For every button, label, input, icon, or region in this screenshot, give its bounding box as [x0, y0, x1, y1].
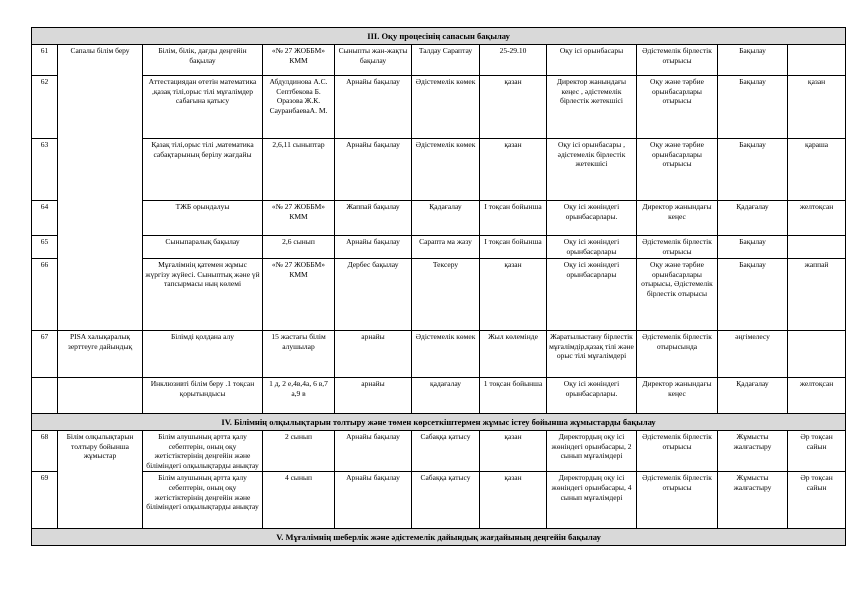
cell-term: I тоқсан бойынша [480, 236, 547, 259]
control-plan-table [31, 27, 846, 546]
cell-decision: Жұмысты жалғастыру [718, 431, 788, 472]
cell-method: қадағалау [412, 378, 480, 414]
table-row-68 [32, 431, 846, 472]
cell-note: желтоқсан [788, 201, 846, 236]
table-row-62 [32, 76, 846, 139]
section-header-v [32, 529, 846, 546]
cell-method: Әдістемелік көмек [412, 139, 480, 201]
cell-row-number: 68 [32, 431, 58, 472]
cell-term: қазан [480, 76, 547, 139]
cell-object: 1 д, 2 е,4в,4а, 6 в,7 а,9 в [263, 378, 335, 414]
cell-method: Талдау Сараптау [412, 45, 480, 76]
cell-review: Оқу және тәрбие орынбасарлары отырысы [637, 139, 718, 201]
cell-method: Сабаққа қатысу [412, 431, 480, 472]
cell-method: Тексеру [412, 259, 480, 331]
cell-method: Әдістемелік көмек [412, 76, 480, 139]
cell-term: 1 тоқсан бойынша [480, 378, 547, 414]
cell-controller: Оқу ісі жөніндегі орынбасарлары [547, 236, 637, 259]
cell-term: Жыл көлемінде [480, 331, 547, 378]
cell-review: Оқу және тәрбие орынбасарлары отырысы, Әдістемелік бірлестік отырысы [637, 259, 718, 331]
cell-form: Арнайы бақылау [335, 431, 412, 472]
cell-term: қазан [480, 259, 547, 331]
cell-decision: Бақылау [718, 45, 788, 76]
table-row-63 [32, 139, 846, 201]
cell-controller: Оқу ісі жөніндегі орынбасарлары. [547, 201, 637, 236]
cell-controller: Оқу ісі жөніндегі орынбасарлары [547, 259, 637, 331]
cell-form: Дербес бақылау [335, 259, 412, 331]
cell-content: ТЖБ орындалуы [143, 201, 263, 236]
section-header-iv [32, 414, 846, 431]
cell-theme: PISA халықаралық зерттеуге дайындық [58, 331, 143, 378]
cell-row-number [32, 378, 58, 414]
cell-form: арнайы [335, 331, 412, 378]
cell-theme: Білім олқылықтарын толтыру бойынша жұмыстар [58, 431, 143, 529]
cell-review: Әдістемелік бірлестік отырысы [637, 431, 718, 472]
cell-content: Аттестациядан өтетін математика ,қазақ тілі,орыс тілі мұғалімдер сабағына қатысу [143, 76, 263, 139]
cell-term: қазан [480, 139, 547, 201]
cell-decision: Қадағалау [718, 378, 788, 414]
table-row-64 [32, 201, 846, 236]
cell-content: Инклюзивті білім беру .1 тоқсан қорытындысы [143, 378, 263, 414]
cell-object: «№ 27 ЖОББМ» КММ [263, 259, 335, 331]
cell-row-number: 63 [32, 139, 58, 201]
cell-note [788, 45, 846, 76]
table-row-66 [32, 259, 846, 331]
cell-form: Арнайы бақылау [335, 472, 412, 529]
cell-theme: Сапалы білім беру [58, 45, 143, 331]
cell-note [788, 331, 846, 378]
cell-decision: Бақылау [718, 236, 788, 259]
cell-theme [58, 378, 143, 414]
cell-content: Қазақ тілі,орыс тілі ,математика сабақтарының берілу жағдайы [143, 139, 263, 201]
table-row-67 [32, 331, 846, 378]
cell-review: Әдістемелік бірлестік отырысы [637, 472, 718, 529]
cell-row-number: 69 [32, 472, 58, 529]
cell-method: Сабаққа қатысу [412, 472, 480, 529]
cell-term: I тоқсан бойынша [480, 201, 547, 236]
table-row-inclusive [32, 378, 846, 414]
cell-decision: Бақылау [718, 259, 788, 331]
cell-content: Сыныпаралық бақылау [143, 236, 263, 259]
cell-review: Әдістемелік бірлестік отырысында [637, 331, 718, 378]
cell-note [788, 236, 846, 259]
cell-note: жаппай [788, 259, 846, 331]
cell-method: Сарапта ма жазу [412, 236, 480, 259]
cell-term: қазан [480, 472, 547, 529]
cell-object: «№ 27 ЖОББМ» КММ [263, 201, 335, 236]
cell-row-number: 67 [32, 331, 58, 378]
cell-review: Директор жанындағы кеңес [637, 201, 718, 236]
cell-controller: Оқу ісі орынбасары , әдістемелік бірлестік жетекшісі [547, 139, 637, 201]
table-row-61 [32, 45, 846, 76]
section-header-iii [32, 28, 846, 45]
cell-controller: Директордың оқу ісі жөніндегі орынбасары, 4 сынып мұғалімдері [547, 472, 637, 529]
section-title: V. Мұғалімнің шеберлік және әдістемелік дайындық жағдайының деңгейін бақылау [32, 529, 846, 546]
cell-content: Білім алушының артта қалу себептерін, оның оқу жетістіктерінің деңгейін және біліміндегі олқылықтарды анықтау [143, 472, 263, 529]
cell-form: арнайы [335, 378, 412, 414]
cell-term: 25-29.10 [480, 45, 547, 76]
cell-decision: әңгімелесу [718, 331, 788, 378]
cell-row-number: 64 [32, 201, 58, 236]
cell-form: Арнайы бақылау [335, 236, 412, 259]
cell-decision: Қадағалау [718, 201, 788, 236]
cell-content: Мұғалімнің қатемен жұмыс жүргізу жүйесі. Сыныптық және үй тапсырмасы ның көлемі [143, 259, 263, 331]
cell-object: 4 сынып [263, 472, 335, 529]
cell-controller: Директор жанындағы кеңес , әдістемелік бірлестік жетекшісі [547, 76, 637, 139]
cell-object: 15 жастағы білім алушылар [263, 331, 335, 378]
cell-form: Арнайы бақылау [335, 76, 412, 139]
cell-controller: Оқу ісі орынбасары [547, 45, 637, 76]
cell-decision: Бақылау [718, 139, 788, 201]
cell-note: қазан [788, 76, 846, 139]
cell-object: «№ 27 ЖОББМ» КММ [263, 45, 335, 76]
cell-term: қазан [480, 431, 547, 472]
section-title: IV. Білімнің олқылықтарын толтыру және төмен көрсеткіштермен жұмыс істеу бойынша жұмыстарды бақылау [32, 414, 846, 431]
cell-note: Әр тоқсан сайын [788, 431, 846, 472]
cell-row-number: 66 [32, 259, 58, 331]
table-row-65 [32, 236, 846, 259]
cell-method: Қадағалау [412, 201, 480, 236]
cell-controller: Жаратылыстану бірлестік мұғалімдір,қазақ тілі және орыс тілі мұғалімдері [547, 331, 637, 378]
cell-note: Әр тоқсан сайын [788, 472, 846, 529]
cell-note: қараша [788, 139, 846, 201]
cell-review: Директор жанындағы кеңес [637, 378, 718, 414]
cell-object: 2 сынып [263, 431, 335, 472]
cell-content: Білім, білік, дағды деңгейін бақылау [143, 45, 263, 76]
cell-row-number: 61 [32, 45, 58, 76]
cell-object: Абдулдинова А.С. Септбекова Б. Оразова Ж.К. СауранбаеваА. М. [263, 76, 335, 139]
cell-review: Әдістемелік бірлестік отырысы [637, 236, 718, 259]
cell-decision: Бақылау [718, 76, 788, 139]
cell-object: 2,6 сынып [263, 236, 335, 259]
cell-content: Білімді қолдана алу [143, 331, 263, 378]
cell-row-number: 62 [32, 76, 58, 139]
section-title: III. Оқу процесінің сапасын бақылау [32, 28, 846, 45]
cell-controller: Оқу ісі жөніндегі орынбасарлары. [547, 378, 637, 414]
cell-method: Әдістемелік көмек [412, 331, 480, 378]
cell-form: Жаппай бақылау [335, 201, 412, 236]
cell-object: 2,6,11 сыныптар [263, 139, 335, 201]
cell-note: желтоқсан [788, 378, 846, 414]
cell-review: Оқу және тәрбие орынбасарлары отырысы [637, 76, 718, 139]
cell-review: Әдістемелік бірлестік отырысы [637, 45, 718, 76]
cell-form: Сыныпты жан-жақты бақылау [335, 45, 412, 76]
cell-decision: Жұмысты жалғастыру [718, 472, 788, 529]
table-row-69 [32, 472, 846, 529]
cell-row-number: 65 [32, 236, 58, 259]
cell-controller: Директордың оқу ісі жөніндегі орынбасары, 2 сынып мұғалімдері [547, 431, 637, 472]
cell-form: Арнайы бақылау [335, 139, 412, 201]
cell-content: Білім алушының артта қалу себептерін, оның оқу жетістіктерінің деңгейін және біліміндегі олқылықтарды анықтау [143, 431, 263, 472]
